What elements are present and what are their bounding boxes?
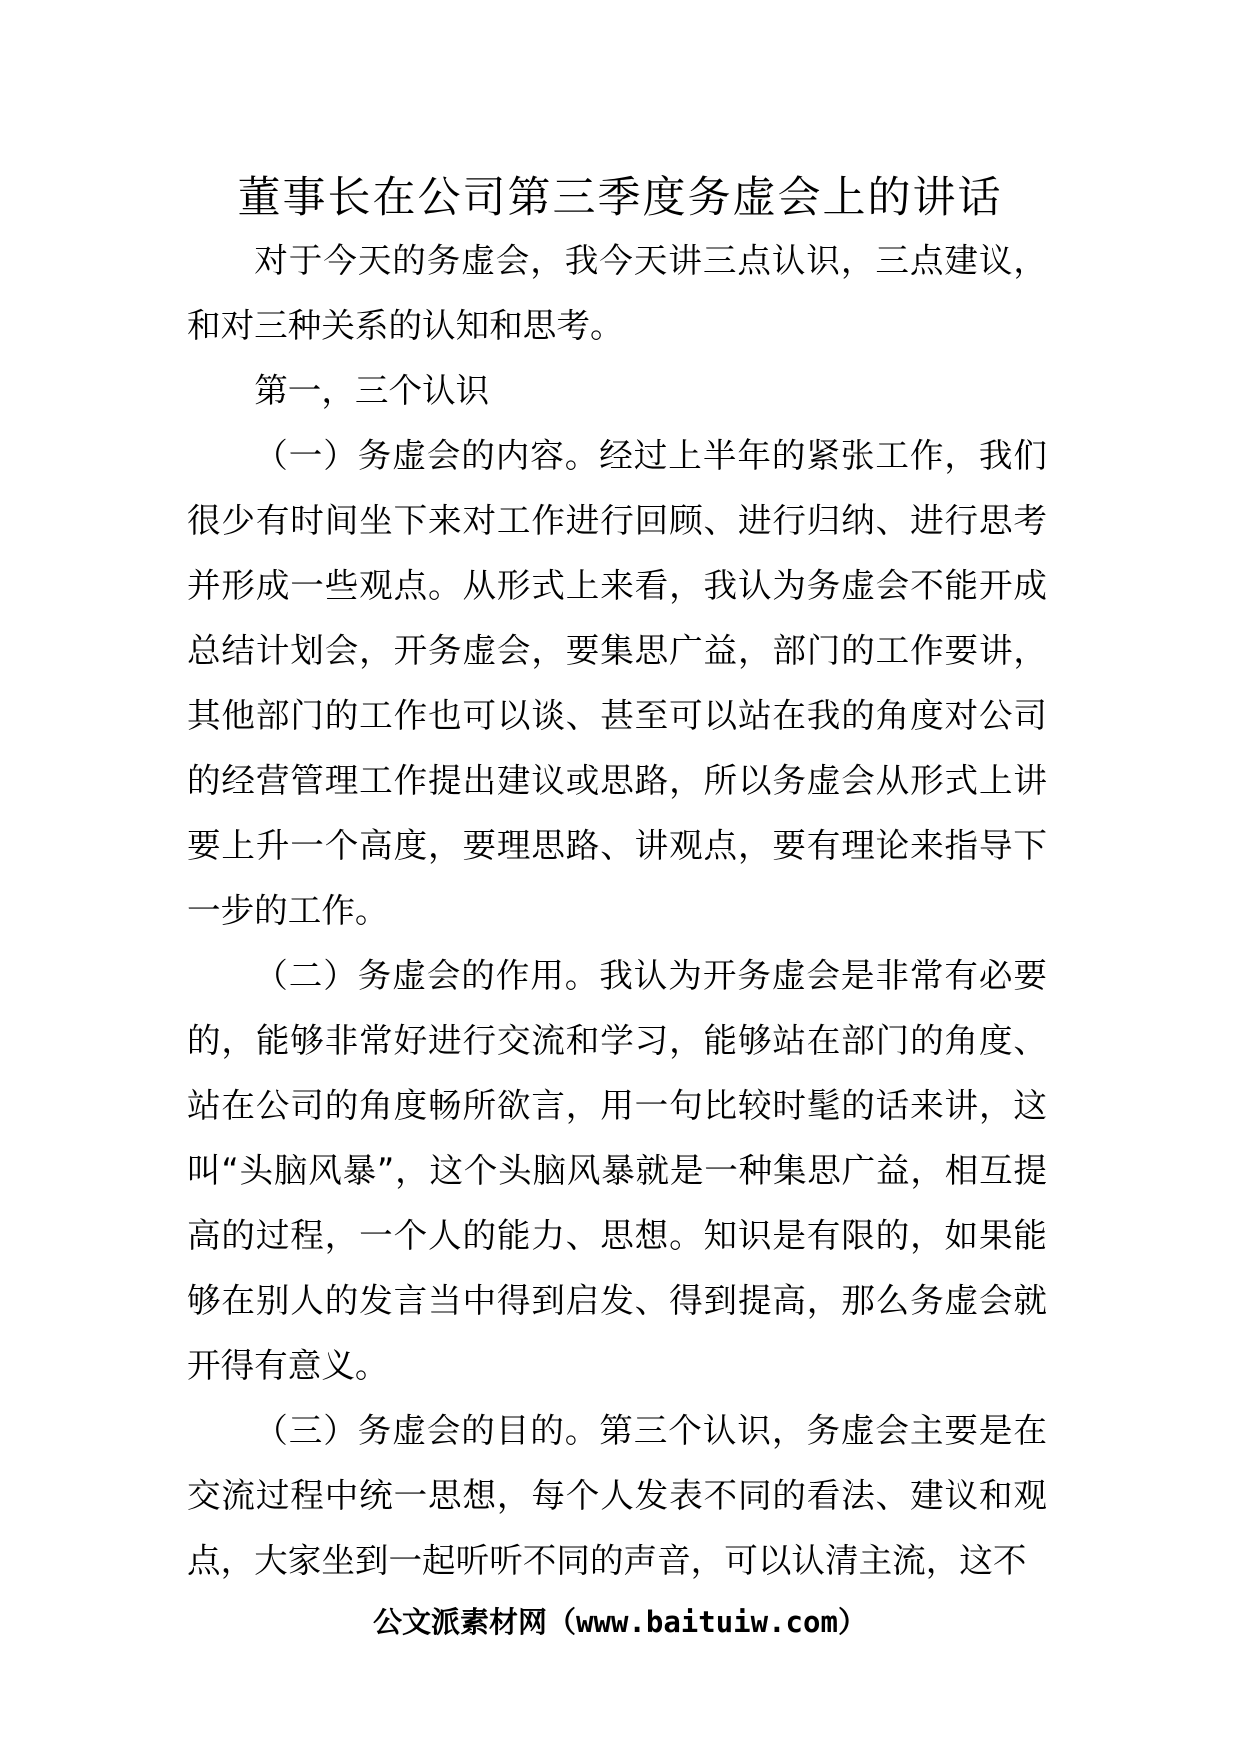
paragraph-point-one: （一）务虚会的内容。经过上半年的紧张工作，我们很少有时间坐下来对工作进行回顾、进行归纳、进行思考并形成一些观点。从形式上来看，我认为务虚会不能开成总结计划会，开务虚会，要集思广益，部门的工作要讲，其他部门的工作也可以谈、甚至可以站在我的角度对公司的经营管理工作提出建议或思路，所以务虚会从形式上讲要上升一个高度，要理思路、讲观点，要有理论来指导下一步的工作。 (187, 436, 1047, 930)
footer-url: （www.baituiw.com） (547, 1605, 867, 1639)
paragraph-intro: 对于今天的务虚会，我今天讲三点认识，三点建议，和对三种关系的认知和思考。 (187, 241, 1047, 345)
footer-site-name: 公文派素材网 (373, 1605, 548, 1639)
footer-watermark (0, 1600, 1240, 1644)
paragraph-section-heading: 第一，三个认识 (254, 371, 490, 410)
document-title: 董事长在公司第三季度务虚会上的讲话 (237, 173, 1003, 223)
paragraph-point-three: （三）务虚会的目的。第三个认识，务虚会主要是在交流过程中统一思想，每个人发表不同的看法、建议和观点，大家坐到一起听听不同的声音，可以认清主流，这不 (187, 1411, 1047, 1580)
document-body (187, 228, 1047, 1593)
paragraph-point-two: （二）务虚会的作用。我认为开务虚会是非常有必要的，能够非常好进行交流和学习，能够站在部门的角度、站在公司的角度畅所欲言，用一句比较时髦的话来讲，这叫“头脑风暴”，这个头脑风暴就是一种集思广益，相互提高的过程，一个人的能力、思想。知识是有限的，如果能够在别人的发言当中得到启发、得到提高，那么务虚会就开得有意义。 (187, 956, 1047, 1385)
